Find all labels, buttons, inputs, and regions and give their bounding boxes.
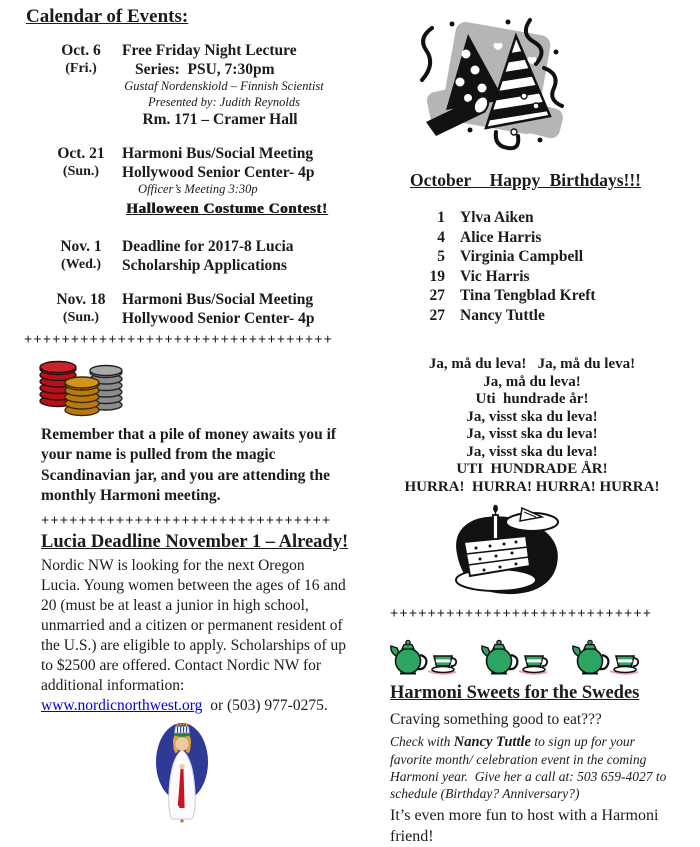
song-line: Ja, visst ska du leva! [466, 426, 598, 442]
birthdays-heading: October Happy Birthdays!!! [410, 170, 641, 190]
birthday-row [421, 228, 690, 248]
event-line: Harmoni Bus/Social Meeting [122, 145, 314, 162]
event-date: Nov. 18 [56, 290, 106, 308]
birthday-row [421, 208, 690, 228]
birthday-list [421, 208, 690, 325]
calendar-title: Calendar of Events: [26, 6, 189, 27]
event-line: Series: PSU, 7:30pm [135, 61, 275, 78]
lucia-deadline-heading: Lucia Deadline November 1 – Already! [41, 531, 349, 552]
event-line: Rm. 171 – Cramer Hall [142, 111, 298, 128]
plus-divider: ++++++++++++++++++++++++++++ [390, 606, 653, 622]
event-description [122, 144, 350, 219]
event-date-cell [44, 144, 118, 219]
birthday-name: Alice Harris [460, 228, 542, 246]
event-weekday: (Fri.) [65, 61, 97, 76]
sweets-intro: Craving something good to eat??? [390, 711, 602, 728]
calendar-column [24, 6, 350, 826]
sweets-outro: It’s even more fun to host with a Harmoni friend! [390, 807, 659, 845]
birthday-row [421, 267, 690, 287]
event-line: Harmoni Bus/Social Meeting [122, 290, 314, 308]
sweets-heading: Harmoni Sweets for the Swedes [390, 683, 640, 703]
teapot-and-teacup-icon [570, 636, 646, 678]
birthday-cake-icon [444, 504, 690, 596]
event-line: Scholarship Applications [122, 256, 287, 274]
sweets-signup-note [390, 733, 670, 802]
birthday-name: Ylva Aiken [460, 209, 534, 226]
song-line: Ja, må du leva! Ja, må du leva! [428, 356, 636, 372]
teapot-row [388, 636, 690, 678]
birthday-column [388, 8, 690, 847]
event-weekday: (Wed.) [60, 256, 102, 272]
song-line: HURRA! HURRA! HURRA! HURRA! [404, 478, 660, 495]
birthday-row [421, 286, 690, 306]
song-line: UTI HUNDRADE ÅR! [456, 461, 608, 477]
event-weekday: (Sun.) [62, 309, 100, 325]
birthday-row [421, 306, 690, 326]
money-jar-note: Remember that a pile of money awaits you if your name is pulled from the magic Scandinavian jar, and you are attending the monthly Harmoni meeting. [41, 425, 337, 504]
teapot [391, 640, 427, 673]
event-line: Hollywood Senior Center- 4p [122, 164, 315, 181]
birthday-day: 19 [429, 267, 445, 285]
event-line: Free Friday Night Lecture [122, 42, 297, 59]
note-prefix: Check with [390, 734, 454, 749]
birthday-name: Vic Harris [460, 267, 530, 285]
song-line: Uti hundrade år! [475, 391, 589, 407]
party-hats-confetti-icon [412, 10, 690, 158]
lucia-face [175, 737, 188, 750]
events-list [24, 41, 350, 328]
nordic-northwest-link[interactable]: www.nordicnorthwest.org [41, 696, 203, 714]
event-description [122, 237, 350, 275]
event-line: Deadline for 2017-8 Lucia [122, 237, 294, 255]
note-rest: to sign up for your favorite month/ celebration event in the coming Harmoni year. Give her a call at: 503 659-4027 to schedule (Birthday? Anniversary?) [390, 734, 670, 801]
event-date: Oct. 6 [61, 42, 101, 59]
song-line: Ja, visst ska du leva! [466, 408, 598, 425]
event-date: Nov. 1 [60, 237, 102, 255]
teacup [432, 656, 456, 673]
plus-divider: +++++++++++++++++++++++++++++++++ [24, 331, 333, 348]
birthday-name: Nancy Tuttle [460, 306, 545, 324]
event-nov-18 [24, 290, 350, 328]
lucia-contact-line [41, 696, 347, 716]
event-date-cell [44, 290, 118, 328]
event-oct-6 [24, 41, 350, 129]
event-note: Officer’s Meeting 3:30p [138, 182, 258, 196]
event-note: Gustaf Nordenskiold – Finnish Scientist [124, 79, 324, 93]
song-line: Ja, må du leva! [483, 373, 581, 390]
event-date: Oct. 21 [57, 145, 105, 162]
coin-stacks-icon [34, 359, 350, 417]
birthday-day: 4 [437, 228, 445, 246]
event-nov-1 [24, 237, 350, 275]
birthday-day: 27 [429, 306, 445, 324]
event-line: Hollywood Senior Center- 4p [122, 309, 315, 327]
lucia-figure-icon [146, 720, 350, 826]
teapot-and-teacup-icon [479, 636, 555, 678]
lucia-phone: or (503) 977-0275. [202, 696, 328, 714]
gold-coin-stack [65, 377, 99, 416]
birthday-name: Tina Tengblad Kreft [460, 287, 596, 304]
halloween-contest-line: Halloween Costume Contest! [126, 200, 328, 217]
event-date-cell [44, 237, 118, 275]
event-note: Presented by: Judith Reynolds [148, 94, 300, 109]
event-date-cell [44, 41, 118, 129]
birthday-name: Virginia Campbell [460, 248, 584, 265]
event-weekday: (Sun.) [62, 164, 100, 179]
birthday-row [421, 247, 690, 267]
birthday-day: 27 [429, 287, 445, 304]
lucia-crown [175, 726, 190, 733]
event-oct-21 [24, 144, 350, 219]
back-plate [506, 508, 558, 531]
plus-divider: +++++++++++++++++++++++++++++++ [41, 512, 332, 529]
birthday-day: 5 [437, 248, 445, 265]
lucia-deadline-body: Nordic NW is looking for the next Oregon Lucia. Young women between the ages of 16 and 20 (must be at least a junior in high school, unmarried and a citizen or permanent resident of the U.S.) are eligible to apply. Scholarships of up to $2500 are offered. Contact Nordic NW for additional information: [41, 556, 347, 694]
song-line: Ja, visst ska du leva! [466, 443, 598, 460]
event-description [122, 290, 350, 328]
teapot-and-teacup-icon [388, 636, 464, 678]
event-description [122, 41, 350, 129]
lucia-hands [179, 763, 184, 768]
birthday-day: 1 [437, 209, 445, 226]
birthday-song [388, 356, 676, 496]
note-contact-name: Nancy Tuttle [453, 734, 531, 750]
candle [493, 505, 498, 539]
